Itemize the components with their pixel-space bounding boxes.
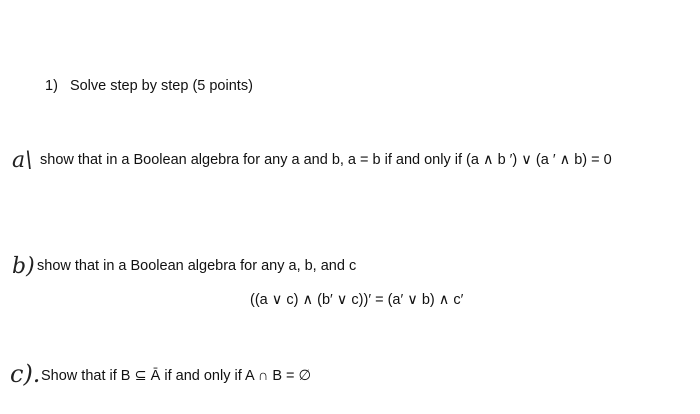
part-b-marker: b) xyxy=(12,254,35,279)
question-number: 1) xyxy=(45,78,58,94)
part-c-marker: c). xyxy=(10,360,41,388)
part-a-text: show that in a Boolean algebra for any a and b, a = b if and only if (a ∧ b ′) ∨ (a ′ ∧ b) = 0 xyxy=(40,152,612,168)
part-b-formula: ((a ∨ c) ∧ (b′ ∨ c))′ = (a′ ∨ b) ∧ c′ xyxy=(250,292,464,308)
part-c-text: Show that if B ⊆ Ā if and only if A ∩ B = ∅ xyxy=(41,368,312,384)
part-b-text: show that in a Boolean algebra for any a, b, and c xyxy=(37,258,357,274)
part-a-marker: a\ xyxy=(12,148,33,173)
question-heading xyxy=(45,78,253,94)
question-title: Solve step by step (5 points) xyxy=(69,78,253,94)
